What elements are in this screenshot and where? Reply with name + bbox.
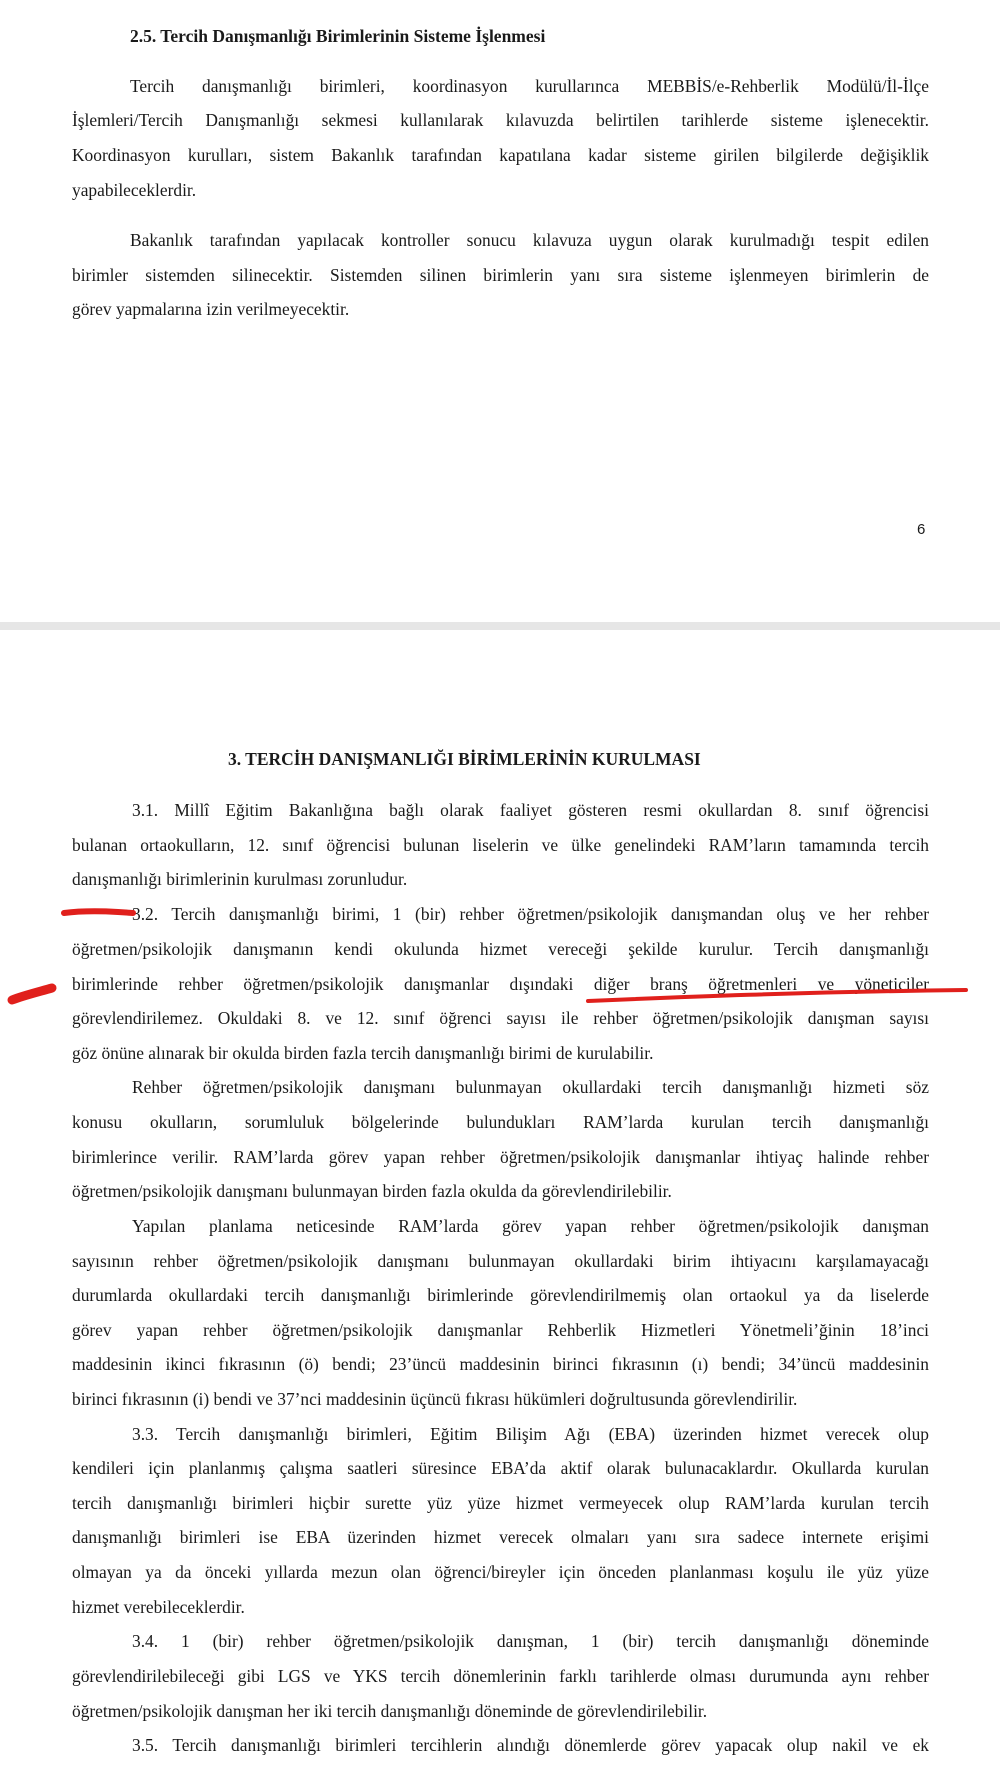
paragraph-line: Rehber öğretmen/psikolojik danışmanı bulunmayan okullardaki tercih danışmanlığı hizmeti söz [132, 1077, 929, 1097]
paragraph-line: durumlarda okullardaki tercih danışmanlığı birimlerinde görevlendirilmemiş olan ortaokul ya da liselerde [72, 1285, 929, 1305]
paragraph-line: görev yapmalarına izin verilmeyecektir. [72, 299, 350, 319]
paragraph-line: Yapılan planlama neticesinde RAM’larda görev yapan rehber öğretmen/psikolojik danışman [132, 1216, 929, 1236]
paragraph-line: Tercih danışmanlığı birimleri, koordinasyon kurullarınca MEBBİS/e-Rehberlik Modülü/İl-İlçe [130, 76, 929, 96]
paragraph-line: 3.1. Millî Eğitim Bakanlığına bağlı olarak faaliyet gösteren resmi okullardan 8. sınıf öğrencisi [132, 800, 929, 820]
paragraph-line: Koordinasyon kurulları, sistem Bakanlık tarafından kapatılana kadar sisteme girilen bilgilerde değişiklik [72, 145, 929, 165]
paragraph-line: öğretmen/psikolojik danışmanın kendi okulunda hizmet vereceği şekilde kurulur. Tercih danışmanlığı [72, 939, 929, 959]
paragraph-line: tercih danışmanlığı birimleri hiçbir surette yüz yüze hizmet vermeyecek olup RAM’larda kurulan tercih [72, 1493, 929, 1513]
document-page-7 [0, 630, 1000, 1781]
paragraph-line: maddesinin ikinci fıkrasının (ö) bendi; 23’üncü maddesinin birinci fıkrasının (ı) bendi; 34’üncü maddesinin [72, 1354, 929, 1374]
paragraph-line: konusu okulların, sorumluluk bölgelerinde bulundukları RAM’larda kurulan tercih danışmanlığı [72, 1112, 929, 1132]
paragraph-line: olmayan ya da önceki yıllarda mezun olan öğrenci/bireyler için önceden planlanması koşulu ile yüz yüze [72, 1562, 929, 1582]
paragraph-line: görev yapan rehber öğretmen/psikolojik danışmanlar Rehberlik Hizmetleri Yönetmeli’ğinin 18’inci [72, 1320, 929, 1340]
red-pen-margin-mark [12, 988, 52, 1000]
page-number: 6 [917, 521, 926, 538]
paragraph-line: göz önüne alınarak bir okulda birden fazla tercih danışmanlığı birimi de kurulabilir. [72, 1043, 654, 1063]
paragraph-line: İşlemleri/Tercih Danışmanlığı sekmesi kullanılarak kılavuzda belirtilen tarihlerde sisteme işlenecektir. [72, 110, 929, 130]
paragraph-line: 3.3. Tercih danışmanlığı birimleri, Eğitim Bilişim Ağı (EBA) üzerinden hizmet verecek olup [132, 1424, 929, 1444]
paragraph-line: birimler sistemden silinecektir. Sistemden silinen birimlerin yanı sıra sisteme işlenmeyen birimlerin de [72, 265, 929, 285]
paragraph-line: kendileri için planlanmış çalışma saatleri süresince EBA’da aktif olarak bulunacaklardır. Okullarda kurulan [72, 1458, 929, 1478]
paragraph-line: danışmanlığı birimlerinin kurulması zorunludur. [72, 869, 408, 889]
paragraph-line: görevlendirilemez. Okuldaki 8. ve 12. sınıf öğrenci sayısı ile rehber öğretmen/psikolojik danışman sayısı [72, 1008, 929, 1028]
paragraph-line: öğretmen/psikolojik danışmanı bulunmayan birden fazla okulda da görevlendirilebilir. [72, 1181, 672, 1201]
document-page-6 [0, 0, 1000, 622]
paragraph-line: bulanan ortaokulların, 12. sınıf öğrencisi bulunan liselerin ve ülke genelindeki RAM’ların tamamında tercih [72, 835, 929, 855]
paragraph-line: birimlerince verilir. RAM’larda görev yapan rehber öğretmen/psikolojik danışmanlar ihtiyaç halinde rehber [72, 1147, 929, 1167]
paragraph-line: görevlendirilebileceği gibi LGS ve YKS tercih dönemlerinin farklı tarihlerde olması durumunda aynı rehber [72, 1666, 929, 1686]
page-separator [0, 622, 1000, 630]
paragraph-line: 3.4. 1 (bir) rehber öğretmen/psikolojik danışman, 1 (bir) tercih danışmanlığı döneminde [132, 1631, 929, 1651]
section-heading-2-5: 2.5. Tercih Danışmanlığı Birimlerinin Sisteme İşlenmesi [130, 26, 546, 46]
paragraph-line: sayısının rehber öğretmen/psikolojik danışmanı bulunmayan okullardaki birim ihtiyacını karşılamayacağı [72, 1251, 929, 1271]
paragraph-line: birimlerinde rehber öğretmen/psikolojik danışmanlar dışındaki diğer branş öğretmenleri ve yöneticiler [72, 974, 929, 994]
paragraph-line: öğretmen/psikolojik danışman her iki tercih danışmanlığı döneminde de görevlendirilebilir. [72, 1701, 708, 1721]
paragraph-line: 3.5. Tercih danışmanlığı birimleri tercihlerin alındığı dönemlerde görev yapacak olup nakil ve ek [132, 1735, 929, 1755]
section-heading-3: 3. TERCİH DANIŞMANLIĞI BİRİMLERİNİN KURULMASI [228, 749, 701, 769]
paragraph-line: 3.2. Tercih danışmanlığı birimi, 1 (bir) rehber öğretmen/psikolojik danışmandan oluş ve her rehber [132, 904, 929, 924]
paragraph-line: birinci fıkrasının (i) bendi ve 37’nci maddesinin üçüncü fıkrası hükümleri doğrultusunda görevlendirilir. [72, 1389, 798, 1409]
paragraph-line: hizmet verebileceklerdir. [72, 1597, 245, 1617]
red-pen-dash-mark [64, 911, 133, 913]
paragraph-line: danışmanlığı birimleri ise EBA üzerinden hizmet verecek olmaları yanı sıra sadece internete erişimi [72, 1527, 929, 1547]
paragraph-line: Bakanlık tarafından yapılacak kontroller sonucu kılavuza uygun olarak kurulmadığı tespit edilen [130, 230, 929, 250]
paragraph-line: yapabileceklerdir. [72, 180, 197, 200]
